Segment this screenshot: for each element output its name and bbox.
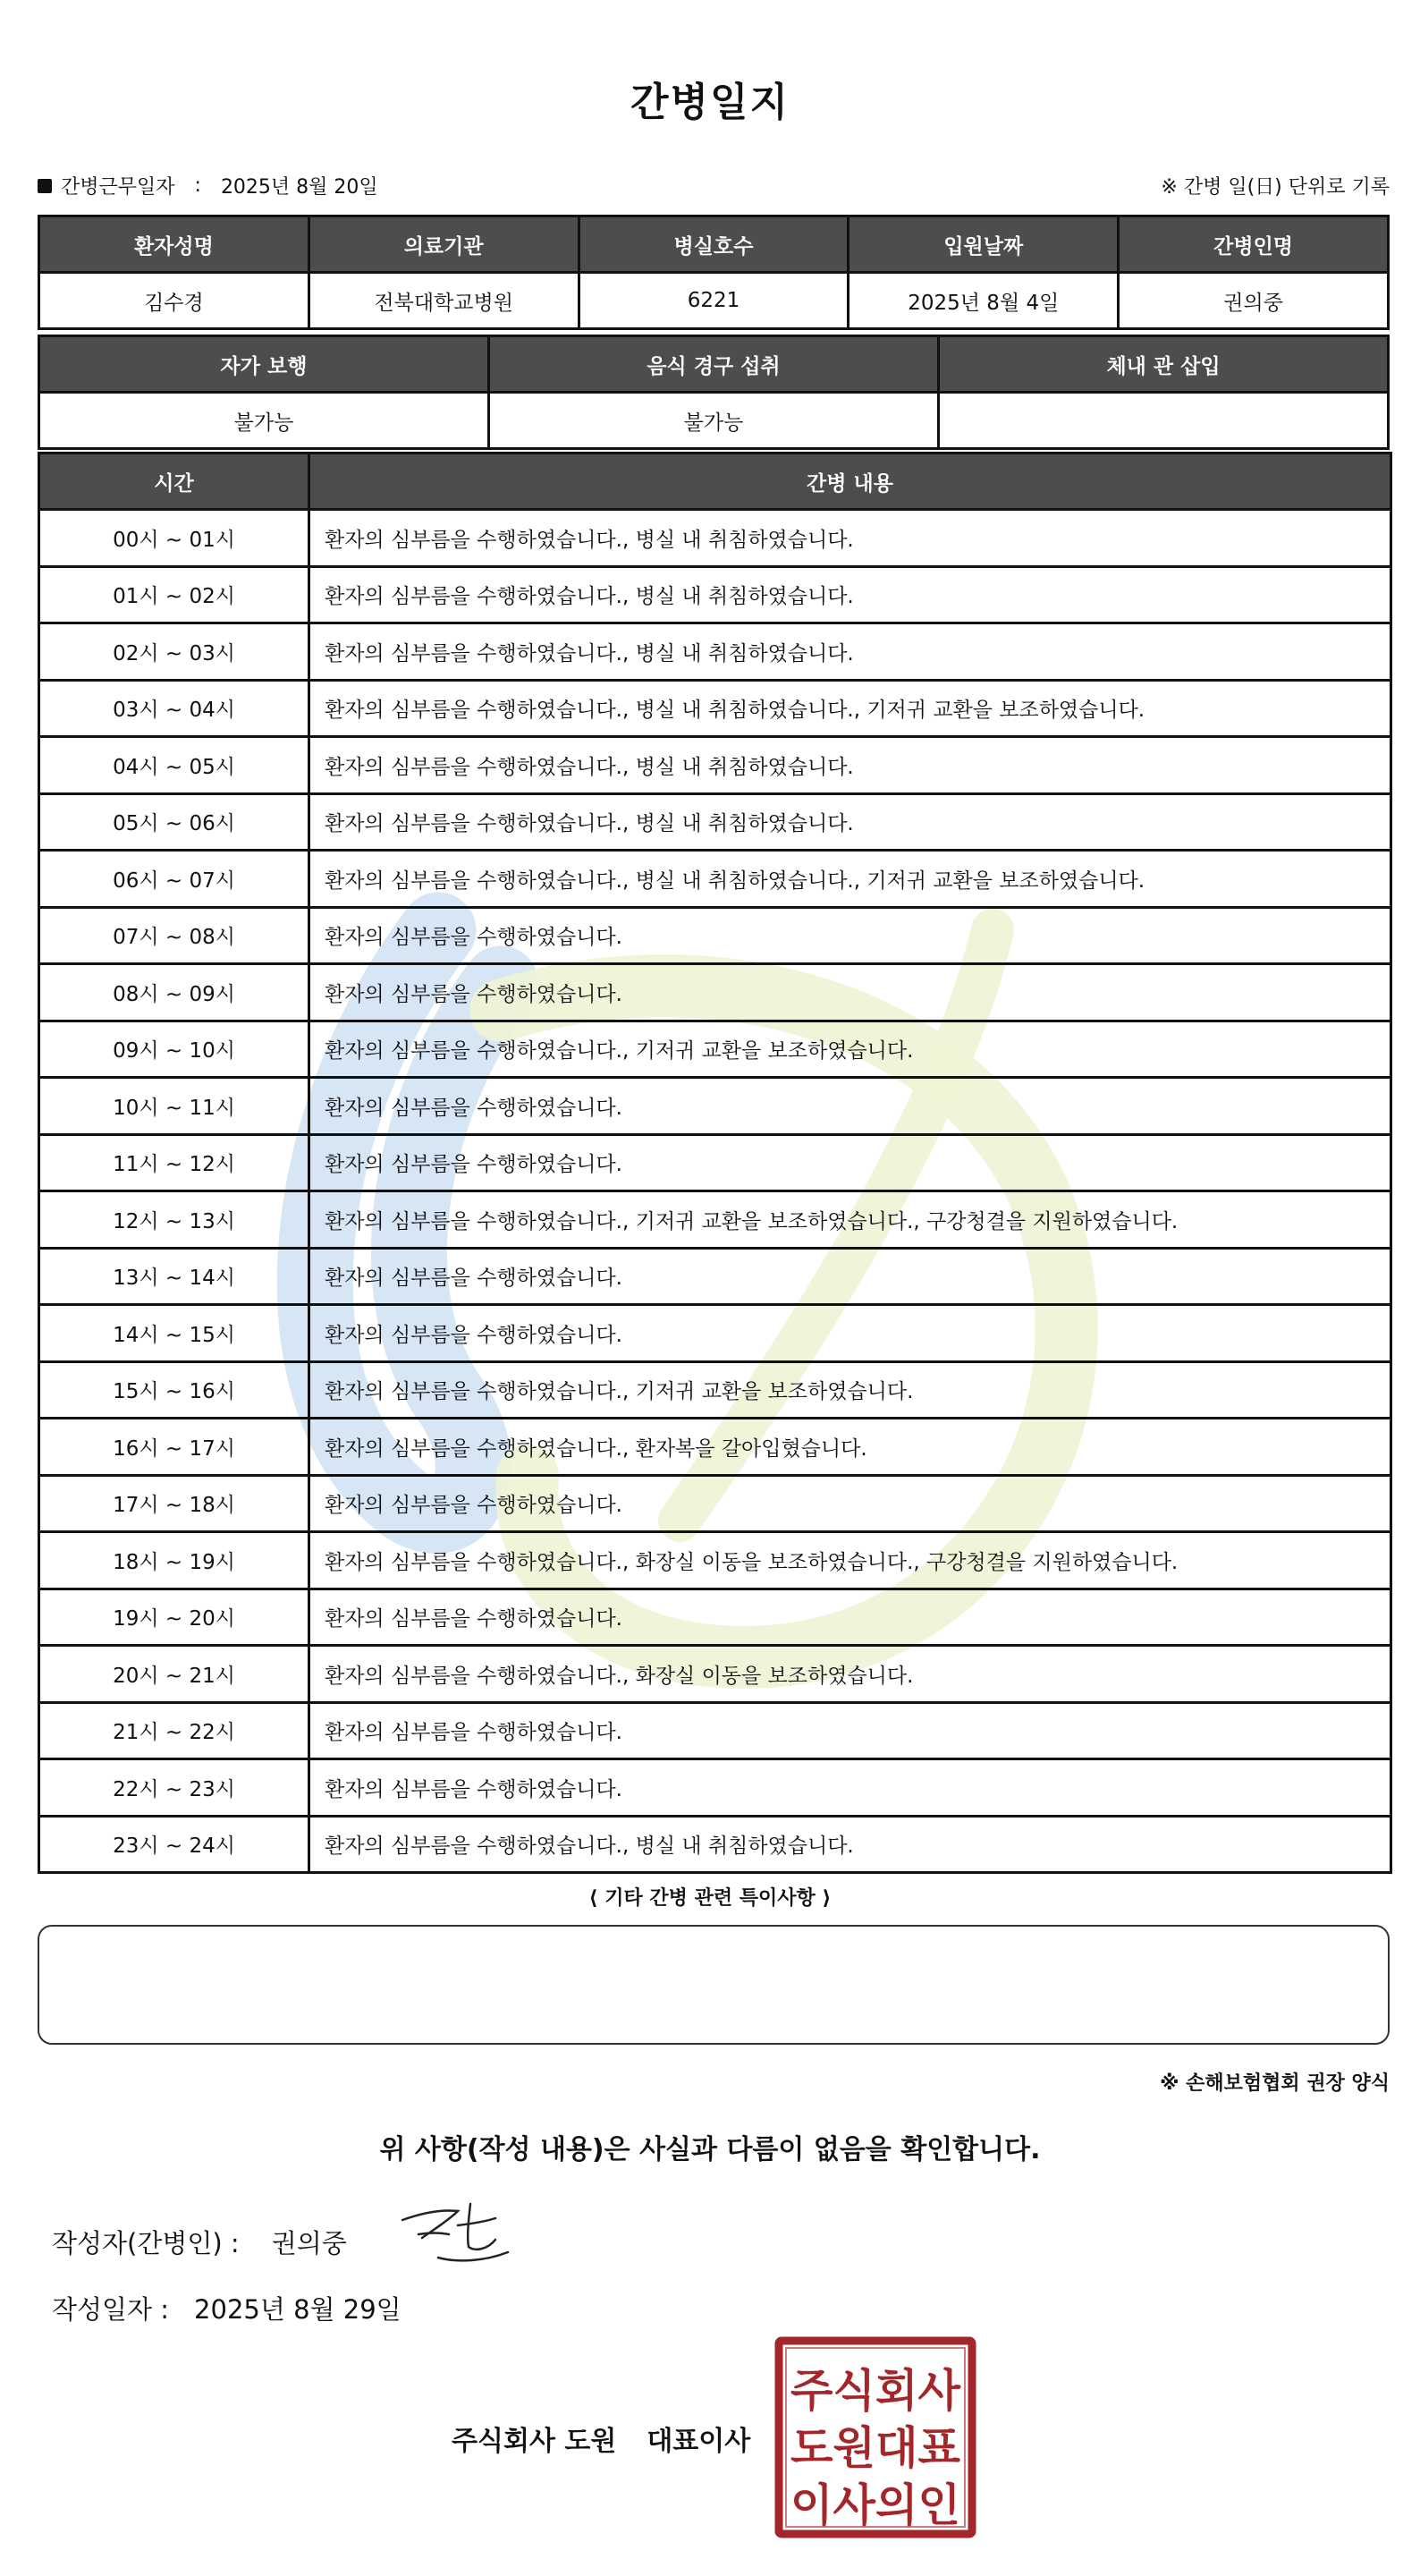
patient-info-table bbox=[38, 215, 1390, 330]
header-tube-insertion: 체내 관 삽입 bbox=[939, 336, 1389, 393]
table-row bbox=[39, 1589, 1391, 1646]
self-walking-value: 불가능 bbox=[39, 393, 489, 449]
svg-text:주식회사: 주식회사 bbox=[790, 2365, 961, 2417]
writer-line bbox=[52, 2224, 347, 2260]
patient-name: 김수경 bbox=[39, 273, 309, 329]
content-cell: 환자의 심부름을 수행하였습니다. bbox=[309, 1134, 1391, 1191]
work-date-colon: : bbox=[194, 174, 201, 197]
content-cell: 환자의 심부름을 수행하였습니다. bbox=[309, 1702, 1391, 1759]
content-cell: 환자의 심부름을 수행하였습니다. bbox=[309, 907, 1391, 964]
signature-icon bbox=[395, 2193, 520, 2270]
header-self-walking: 자가 보행 bbox=[39, 336, 489, 393]
work-date-value: 2025년 8월 20일 bbox=[220, 176, 378, 199]
table-row bbox=[39, 1078, 1391, 1135]
content-cell: 환자의 심부름을 수행하였습니다. bbox=[309, 1248, 1391, 1305]
content-cell: 환자의 심부름을 수행하였습니다. bbox=[309, 1475, 1391, 1532]
remarks-title: ⟨ 기타 간병 관련 특이사항 ⟩ bbox=[588, 1887, 832, 1910]
content-cell: 환자의 심부름을 수행하였습니다., 병실 내 취침하였습니다. bbox=[309, 623, 1391, 681]
time-cell: 02시 ~ 03시 bbox=[39, 623, 309, 681]
content-cell: 환자의 심부름을 수행하였습니다., 병실 내 취침하였습니다., 기저귀 교환을 보조하였습니다. bbox=[309, 680, 1391, 737]
header-time: 시간 bbox=[39, 453, 309, 510]
header-admission-date: 입원날짜 bbox=[849, 216, 1119, 273]
content-cell: 환자의 심부름을 수행하였습니다., 병실 내 취침하였습니다. bbox=[309, 1816, 1391, 1873]
time-cell: 06시 ~ 07시 bbox=[39, 851, 309, 908]
remarks-box bbox=[38, 1925, 1390, 2045]
time-cell: 09시 ~ 10시 bbox=[39, 1021, 309, 1078]
company-line bbox=[452, 2419, 750, 2458]
header-care-content: 간병 내용 bbox=[309, 453, 1391, 510]
content-cell: 환자의 심부름을 수행하였습니다., 병실 내 취침하였습니다. bbox=[309, 737, 1391, 794]
time-cell: 19시 ~ 20시 bbox=[39, 1589, 309, 1646]
time-cell: 12시 ~ 13시 bbox=[39, 1191, 309, 1249]
company-name: 주식회사 도원 bbox=[452, 2426, 617, 2457]
time-cell: 20시 ~ 21시 bbox=[39, 1646, 309, 1703]
time-cell: 17시 ~ 18시 bbox=[39, 1475, 309, 1532]
table-row bbox=[39, 964, 1391, 1021]
unit-note: ※ 간병 일(日) 단위로 기록 bbox=[1161, 176, 1390, 199]
time-cell: 10시 ~ 11시 bbox=[39, 1078, 309, 1135]
time-cell: 01시 ~ 02시 bbox=[39, 566, 309, 623]
svg-text:도원대표: 도원대표 bbox=[790, 2422, 961, 2474]
confirmation-statement: 위 사항(작성 내용)은 사실과 다름이 없음을 확인합니다. bbox=[379, 2134, 1041, 2165]
content-cell: 환자의 심부름을 수행하였습니다., 기저귀 교환을 보조하였습니다. bbox=[309, 1021, 1391, 1078]
table-row bbox=[39, 510, 1391, 567]
admission-date: 2025년 8월 4일 bbox=[849, 273, 1119, 329]
table-row bbox=[39, 623, 1391, 681]
time-cell: 23시 ~ 24시 bbox=[39, 1816, 309, 1873]
table-row bbox=[39, 793, 1391, 851]
care-log-table bbox=[38, 452, 1392, 1874]
content-cell: 환자의 심부름을 수행하였습니다. bbox=[309, 1589, 1391, 1646]
time-cell: 15시 ~ 16시 bbox=[39, 1361, 309, 1419]
time-cell: 00시 ~ 01시 bbox=[39, 510, 309, 567]
time-cell: 22시 ~ 23시 bbox=[39, 1759, 309, 1817]
writer-name: 권의중 bbox=[271, 2228, 347, 2258]
time-cell: 05시 ~ 06시 bbox=[39, 793, 309, 851]
content-cell: 환자의 심부름을 수행하였습니다. bbox=[309, 1759, 1391, 1817]
table-row bbox=[39, 907, 1391, 964]
content-cell: 환자의 심부름을 수행하였습니다., 병실 내 취침하였습니다., 기저귀 교환을 보조하였습니다. bbox=[309, 851, 1391, 908]
content-cell: 환자의 심부름을 수행하였습니다., 병실 내 취침하였습니다. bbox=[309, 793, 1391, 851]
time-cell: 08시 ~ 09시 bbox=[39, 964, 309, 1021]
work-date-label: 간병근무일자 bbox=[61, 176, 175, 199]
header-caregiver-name: 간병인명 bbox=[1119, 216, 1389, 273]
time-cell: 04시 ~ 05시 bbox=[39, 737, 309, 794]
tube-insertion-value bbox=[939, 393, 1389, 449]
table-row bbox=[39, 851, 1391, 908]
document-title: 간병일지 bbox=[630, 80, 790, 125]
time-cell: 03시 ~ 04시 bbox=[39, 680, 309, 737]
header-patient-name: 환자성명 bbox=[39, 216, 309, 273]
content-cell: 환자의 심부름을 수행하였습니다. bbox=[309, 1305, 1391, 1362]
content-cell: 환자의 심부름을 수행하였습니다., 화장실 이동을 보조하였습니다., 구강청결을 지원하였습니다. bbox=[309, 1532, 1391, 1589]
header-oral-intake: 음식 경구 섭취 bbox=[489, 336, 939, 393]
table-row bbox=[39, 566, 1391, 623]
table-row bbox=[39, 1361, 1391, 1419]
time-cell: 13시 ~ 14시 bbox=[39, 1248, 309, 1305]
table-row bbox=[39, 1021, 1391, 1078]
table-row bbox=[39, 1191, 1391, 1249]
table-row bbox=[39, 1759, 1391, 1817]
caregiver-name: 권의중 bbox=[1119, 273, 1389, 329]
company-seal-icon bbox=[774, 2336, 976, 2538]
table-row bbox=[39, 1816, 1391, 1873]
content-cell: 환자의 심부름을 수행하였습니다., 기저귀 교환을 보조하였습니다. bbox=[309, 1361, 1391, 1419]
table-row bbox=[39, 1419, 1391, 1476]
table-row bbox=[39, 1248, 1391, 1305]
time-cell: 07시 ~ 08시 bbox=[39, 907, 309, 964]
content-cell: 환자의 심부름을 수행하였습니다. bbox=[309, 1078, 1391, 1135]
work-date-line bbox=[38, 172, 378, 199]
content-cell: 환자의 심부름을 수행하였습니다., 기저귀 교환을 보조하였습니다., 구강청결을 지원하였습니다. bbox=[309, 1191, 1391, 1249]
hospital-name: 전북대학교병원 bbox=[309, 273, 579, 329]
table-row bbox=[39, 1532, 1391, 1589]
content-cell: 환자의 심부름을 수행하였습니다., 병실 내 취침하였습니다. bbox=[309, 566, 1391, 623]
bullet-square-icon bbox=[38, 179, 52, 193]
table-row bbox=[39, 1305, 1391, 1362]
room-number: 6221 bbox=[579, 273, 849, 329]
content-cell: 환자의 심부름을 수행하였습니다., 병실 내 취침하였습니다. bbox=[309, 510, 1391, 567]
writer-label: 작성자(간병인) : bbox=[52, 2228, 240, 2258]
patient-status-table bbox=[38, 335, 1390, 450]
content-cell: 환자의 심부름을 수행하였습니다., 환자복을 갈아입혔습니다. bbox=[309, 1419, 1391, 1476]
table-row bbox=[39, 1475, 1391, 1532]
table-row bbox=[39, 1134, 1391, 1191]
time-cell: 14시 ~ 15시 bbox=[39, 1305, 309, 1362]
representative-title: 대표이사 bbox=[647, 2426, 751, 2457]
header-room-number: 병실호수 bbox=[579, 216, 849, 273]
content-cell: 환자의 심부름을 수행하였습니다., 화장실 이동을 보조하였습니다. bbox=[309, 1646, 1391, 1703]
write-date-value: 2025년 8월 29일 bbox=[194, 2294, 401, 2325]
write-date-label: 작성일자 : bbox=[52, 2294, 170, 2325]
table-row bbox=[39, 1646, 1391, 1703]
time-cell: 18시 ~ 19시 bbox=[39, 1532, 309, 1589]
time-cell: 21시 ~ 22시 bbox=[39, 1702, 309, 1759]
table-row bbox=[39, 680, 1391, 737]
table-row bbox=[39, 737, 1391, 794]
oral-intake-value: 불가능 bbox=[489, 393, 939, 449]
table-row bbox=[39, 1702, 1391, 1759]
time-cell: 11시 ~ 12시 bbox=[39, 1134, 309, 1191]
recommend-note: ※ 손해보험협회 권장 양식 bbox=[1160, 2072, 1390, 2095]
svg-text:이사의인: 이사의인 bbox=[790, 2479, 960, 2531]
content-cell: 환자의 심부름을 수행하였습니다. bbox=[309, 964, 1391, 1021]
header-hospital: 의료기관 bbox=[309, 216, 579, 273]
time-cell: 16시 ~ 17시 bbox=[39, 1419, 309, 1476]
write-date-line bbox=[52, 2290, 401, 2326]
